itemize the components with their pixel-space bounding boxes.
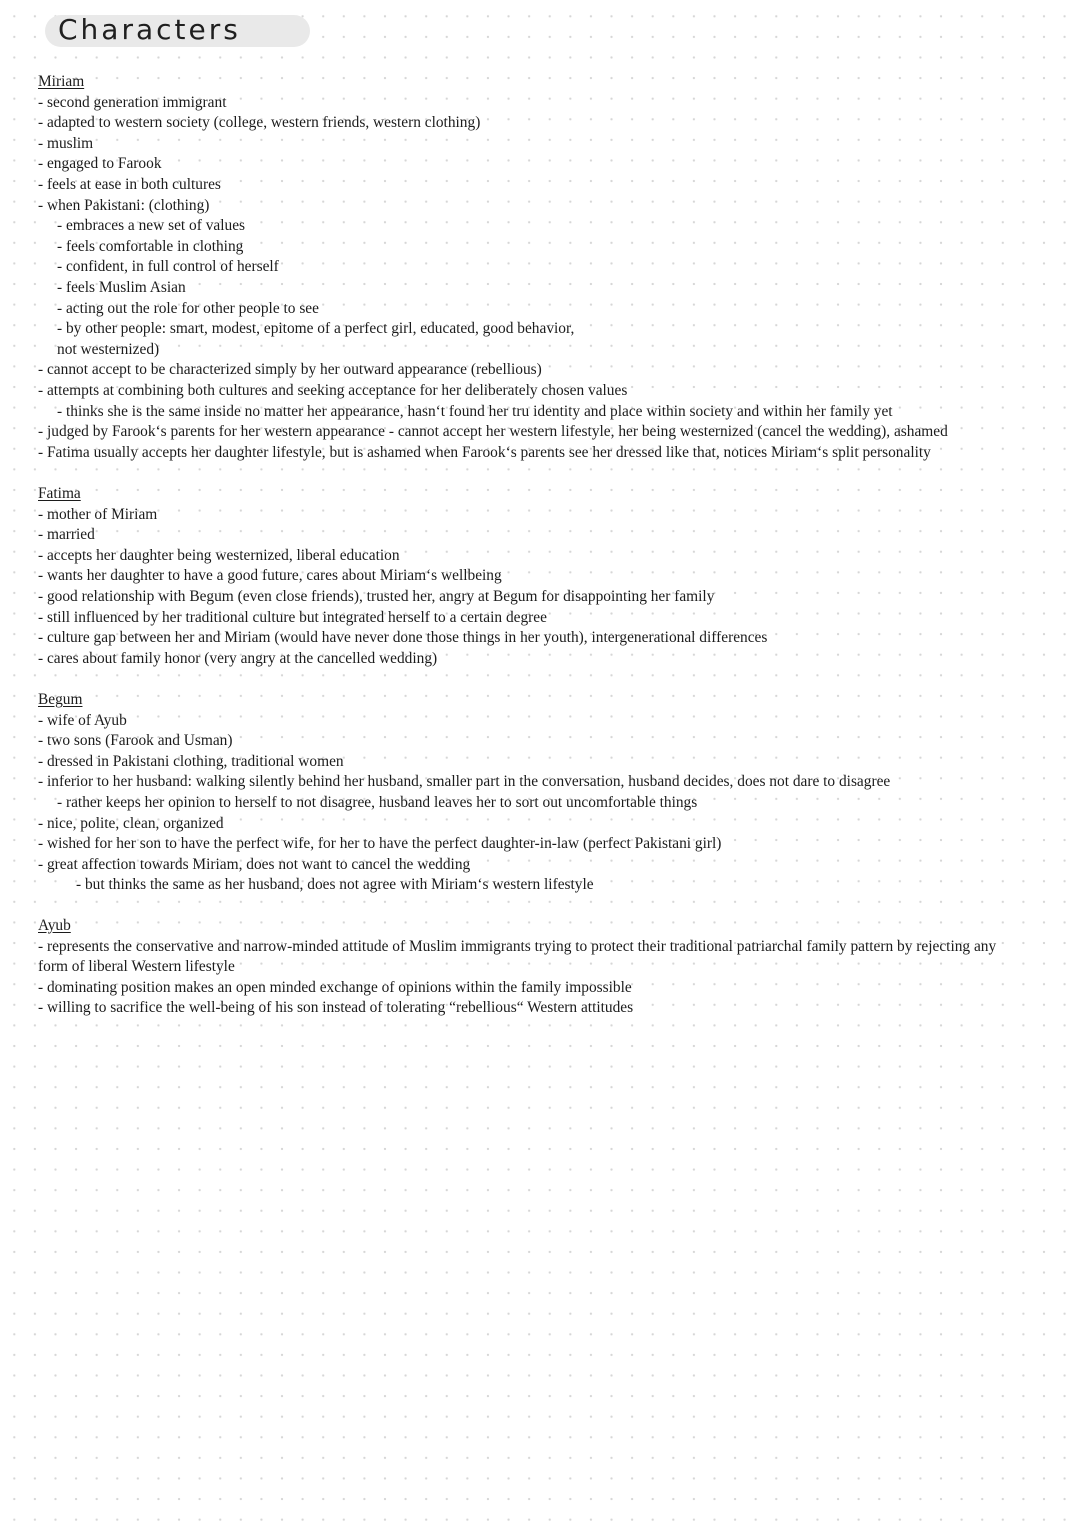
section-heading: Ayub <box>38 917 71 934</box>
section-heading: Miriam <box>38 73 85 90</box>
note-line: - nice, polite, clean, organized <box>38 814 224 832</box>
section-begum <box>38 690 1080 896</box>
note-line: form of liberal Western lifestyle <box>38 958 235 976</box>
note-line: - by other people: smart, modest, epitome of a perfect girl, educated, good behavior, <box>57 320 575 338</box>
note-line: - culture gap between her and Miriam (would have never done those things in her youth), intergenerational differences <box>38 629 768 647</box>
note-line: - dressed in Pakistani clothing, traditional women <box>38 752 344 770</box>
note-line: - feels Muslim Asian <box>57 278 186 296</box>
note-line: - muslim <box>38 134 94 152</box>
note-line: - wished for her son to have the perfect wife, for her to have the perfect daughter-in-law (perfect Pakistani girl) <box>38 835 722 853</box>
page-title: Characters <box>58 13 241 46</box>
note-line: - Fatima usually accepts her daughter lifestyle, but is ashamed when Farook‘s parents see her dressed like that, notices Miriam‘s split personality <box>38 443 931 461</box>
note-line: not westernized) <box>57 340 160 358</box>
note-line: - engaged to Farook <box>38 155 162 173</box>
note-line: - feels comfortable in clothing <box>57 237 244 255</box>
section-fatima <box>38 484 1080 669</box>
note-line: - dominating position makes an open minded exchange of opinions within the family impossible <box>38 978 632 996</box>
note-line: - adapted to western society (college, western friends, western clothing) <box>38 114 481 132</box>
section-ayub <box>38 916 1080 1019</box>
note-line: - thinks she is the same inside no matter her appearance, hasn‘t found her tru identity and place within society and within her family yet <box>57 402 893 420</box>
note-line: - married <box>38 526 95 544</box>
note-line: - wife of Ayub <box>38 711 127 729</box>
note-line: - cannot accept to be characterized simply by her outward appearance (rebellious) <box>38 361 542 379</box>
note-line: - acting out the role for other people to see <box>57 299 319 317</box>
note-line: - willing to sacrifice the well-being of his son instead of tolerating “rebellious“ Western attitudes <box>38 999 634 1017</box>
note-line: - confident, in full control of herself <box>57 258 279 276</box>
note-line: - rather keeps her opinion to herself to not disagree, husband leaves her to sort out uncomfortable things <box>57 793 698 811</box>
note-line: - great affection towards Miriam, does not want to cancel the wedding <box>38 855 471 873</box>
section-heading: Begum <box>38 691 83 708</box>
section-heading: Fatima <box>38 485 81 502</box>
note-line: - wants her daughter to have a good future, cares about Miriam‘s wellbeing <box>38 567 502 585</box>
note-line: - represents the conservative and narrow-minded attitude of Muslim immigrants trying to protect their traditional patriarchal family pattern by rejecting any <box>38 937 997 955</box>
note-line: - still influenced by her traditional culture but integrated herself to a certain degree <box>38 608 547 626</box>
note-line: - embraces a new set of values <box>57 217 246 235</box>
note-line: - feels at ease in both cultures <box>38 175 221 193</box>
note-line: - good relationship with Begum (even close friends), trusted her, angry at Begum for disappointing her family <box>38 587 715 605</box>
note-line: - two sons (Farook and Usman) <box>38 732 233 750</box>
note-line: - cares about family honor (very angry at the cancelled wedding) <box>38 649 438 667</box>
section-miriam <box>38 72 1080 463</box>
note-line: - judged by Farook‘s parents for her western appearance - cannot accept her western lifestyle, her being westernized (cancel the wedding), ashamed <box>38 423 948 441</box>
note-line: - inferior to her husband: walking silently behind her husband, smaller part in the conversation, husband decides, does not dare to disagree <box>38 773 891 791</box>
note-line: - but thinks the same as her husband, does not agree with Miriam‘s western lifestyle <box>76 876 594 894</box>
note-line: - when Pakistani: (clothing) <box>38 196 210 214</box>
note-line: - accepts her daughter being westernized, liberal education <box>38 546 400 564</box>
note-line: - mother of Miriam <box>38 505 158 523</box>
note-line: - second generation immigrant <box>38 93 227 111</box>
note-line: - attempts at combining both cultures and seeking acceptance for her deliberately chosen values <box>38 381 628 399</box>
